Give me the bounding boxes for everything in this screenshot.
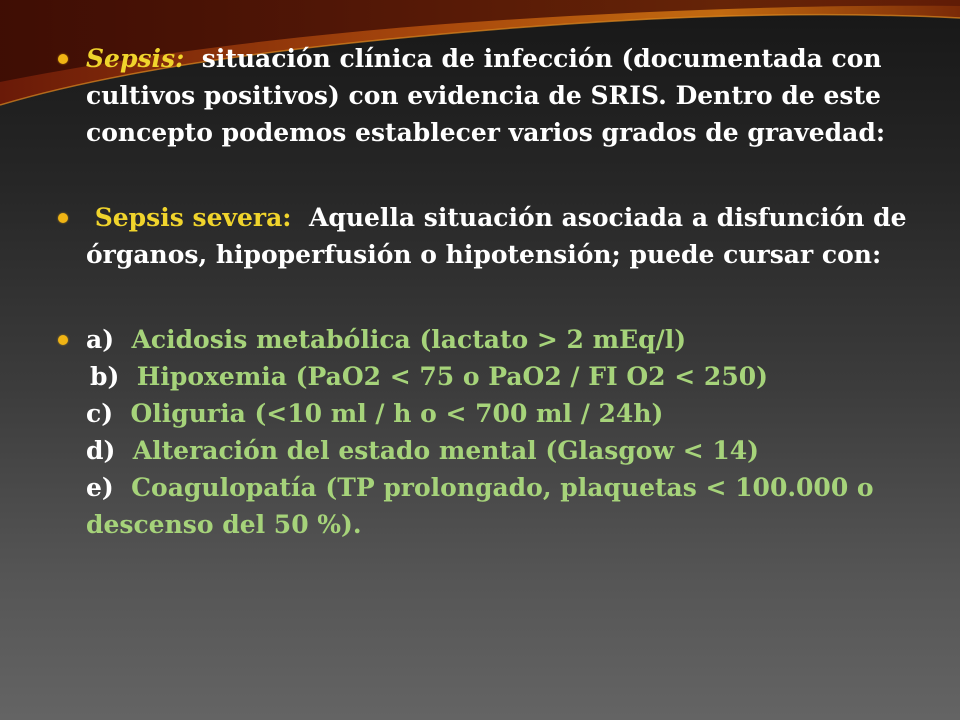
criterion-letter: e) [86, 473, 114, 502]
definition-sepsis: situación clínica de infección (documentada con cultivos positivos) con evidencia de SRIS. Dentro de este concepto podemos establecer varios grados de gravedad: [86, 44, 886, 147]
definition-sepsis-severa: Aquella situación asociada a disfunción de órganos, hipoperfusión o hipotensión; puede cursar con: [86, 203, 907, 269]
criterion-letter: a) [86, 325, 115, 354]
criterion-text: Coagulopatía (TP prolongado, plaquetas < 100.000 o descenso del 50 %). [86, 473, 874, 539]
term-sepsis-severa: Sepsis severa: [94, 203, 292, 232]
bullet-dot-icon [58, 335, 68, 345]
criterion-letter: c) [86, 399, 114, 428]
bullet-sepsis [58, 40, 938, 151]
term-sepsis: Sepsis: [86, 44, 185, 73]
bullet-sepsis-severa [58, 199, 938, 273]
criterion-letter: b) [90, 362, 120, 391]
criterion-a [86, 321, 938, 358]
criterion-text: Oliguria (<10 ml / h o < 700 ml / 24h) [130, 399, 664, 428]
bullet-dot-icon [58, 213, 68, 223]
criterion-b [86, 358, 938, 395]
criterion-text: Alteración del estado mental (Glasgow < 14) [132, 436, 759, 465]
bullet-criteria [58, 321, 938, 358]
criterion-d [86, 432, 938, 469]
criterion-e [86, 469, 938, 543]
criterion-c [86, 395, 938, 432]
criterion-letter: d) [86, 436, 116, 465]
criterion-text: Hipoxemia (PaO2 < 75 o PaO2 / FI O2 < 250) [136, 362, 768, 391]
criterion-text: Acidosis metabólica (lactato > 2 mEq/l) [131, 325, 687, 354]
criteria-list [58, 358, 938, 543]
slide-content [58, 40, 938, 543]
bullet-dot-icon [58, 54, 68, 64]
